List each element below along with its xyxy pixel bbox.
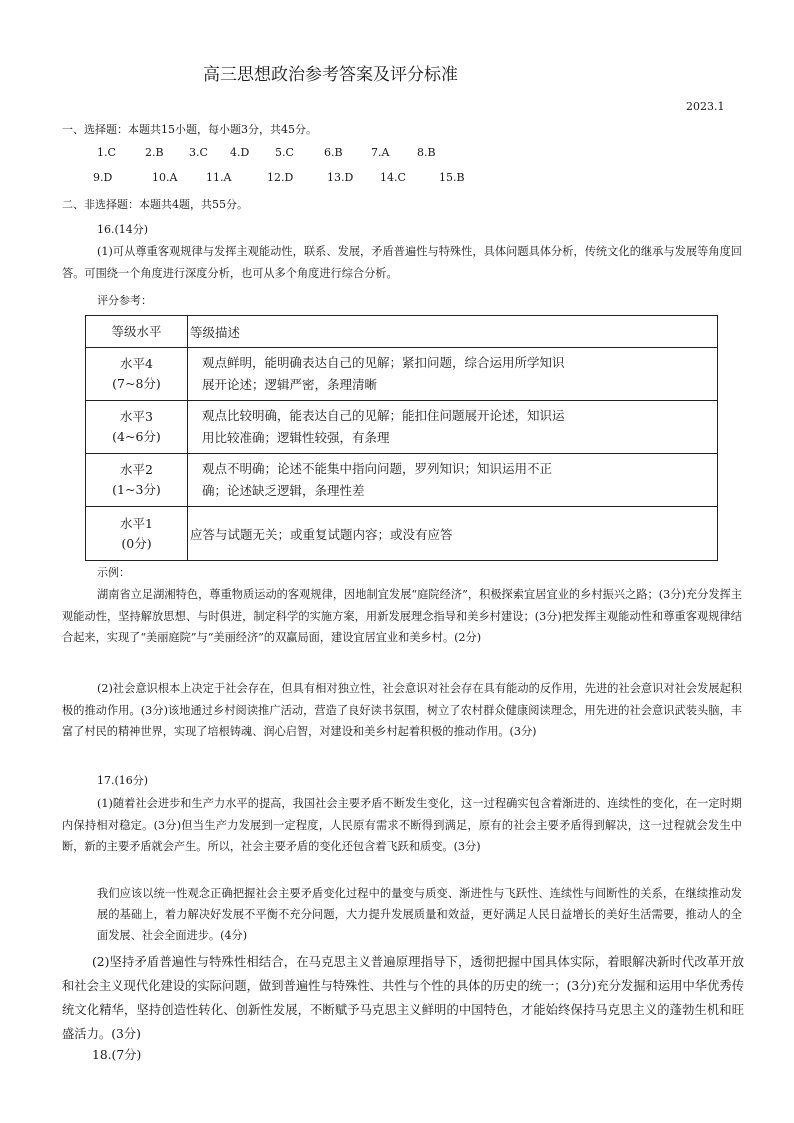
level-cell	[86, 507, 188, 561]
answer-item: 12.D	[267, 171, 294, 184]
table-header-desc: 等级描述	[188, 316, 718, 348]
desc-line: 展开论述；逻辑严密，条理清晰	[202, 377, 378, 392]
answer-item: 10.A	[152, 171, 178, 184]
answer-item: 3.C	[189, 146, 208, 159]
answer-item: 9.D	[93, 171, 113, 184]
level-name: 水平1	[120, 515, 153, 531]
q16-label: 16.(14分)	[97, 223, 149, 236]
table-header-row	[86, 316, 718, 348]
answer-item: 4.D	[230, 146, 250, 159]
level-name: 水平3	[120, 409, 153, 424]
desc-cell	[188, 401, 718, 454]
level-score: (4~6分)	[112, 429, 161, 444]
q16-paragraph-2: (2)社会意识根本上决定于社会存在，但具有相对独立性，社会意识对社会存在具有能动的反作用，先进的社会意识对社会发展起积极的推动作用。(3分)该地通过乡村阅读推广活动，营造了良好读书氛围，树立了农村群众健康阅读理念，用先进的社会意识武装头脑，丰富了村民的精神世界，实现了培根铸魂、润心启智，对建设和美乡村起着积极的推动作用。(3分)	[62, 682, 742, 738]
q16-example: 湖南省立足湖湘特色，尊重物质运动的客观规律，因地制宜发展“庭院经济”，积极探索宜居宜业的乡村振兴之路；(3分)充分发挥主观能动性，坚持解放思想、与时俱进，制定科学的实施方案，用新发展理念指导和美乡村建设；(3分)把发挥主观能动性和尊重客观规律结合起来，实现了“美丽庭院”与“美丽经济”的双赢局面，建设宜居宜业和美乡村。(2分)	[62, 588, 742, 644]
answer-item: 15.B	[439, 171, 465, 184]
answer-item: 11.A	[206, 171, 232, 184]
page-title: 高三思想政治参考答案及评分标准	[203, 65, 458, 85]
grading-label: 评分参考：	[97, 294, 152, 307]
level-name: 水平2	[120, 462, 153, 477]
table-row	[86, 454, 718, 507]
table-row	[86, 507, 718, 561]
q18-label: 18.(7分)	[92, 1048, 142, 1062]
desc-line: 确；论述缺乏逻辑，条理性差	[202, 483, 365, 498]
answer-item: 2.B	[145, 146, 164, 159]
answer-item: 5.C	[275, 146, 294, 159]
desc-cell: 应答与试题无关；或重复试题内容；或没有应答	[188, 507, 718, 561]
section1-heading: 一、选择题：本题共15小题，每小题3分，共45分。	[62, 123, 317, 136]
desc-line: 用比较准确；逻辑性较强，有条理	[202, 430, 390, 445]
level-score: (0分)	[121, 535, 152, 551]
desc-line: 观点不明确；论述不能集中指向问题，罗列知识；知识运用不正	[202, 461, 553, 476]
answer-item: 7.A	[371, 146, 390, 159]
grading-table	[85, 315, 718, 561]
q17-paragraph-1b: 我们应该以统一性观念正确把握社会主要矛盾变化过程中的量变与质变、渐进性与飞跃性、连续性与间断性的关系，在继续推动发展的基础上，着力解决好发展不平衡不充分问题，大力提升发展质量和效益，更好满足人民日益增长的美好生活需要，推动人的全面发展、社会全面进步。(4分)	[97, 887, 742, 942]
q16-paragraph-1: (1)可从尊重客观规律与发挥主观能动性，联系、发展，矛盾普遍性与特殊性，具体问题具体分析，传统文化的继承与发展等角度回答。可围绕一个角度进行深度分析，也可从多个角度进行综合分析。	[62, 245, 742, 280]
desc-cell	[188, 348, 718, 401]
q17-paragraph-2: (2)坚持矛盾普遍性与特殊性相结合，在马克思主义普遍原理指导下，透彻把握中国具体实际，着眼解决新时代改革开放和社会主义现代化建设的实际问题，做到普遍性与特殊性、共性与个性的具体的历史的统一；(3分)充分发掘和运用中华优秀传统文化精华，坚持创造性转化、创新性发展，不断赋予马克思主义鲜明的中国特色，才能始终保持马克思主义的蓬勃生机和旺盛活力。(3分)	[62, 955, 744, 1041]
level-name: 水平4	[120, 356, 153, 371]
answer-item: 8.B	[417, 146, 436, 159]
table-row	[86, 348, 718, 401]
level-cell	[86, 454, 188, 507]
date: 2023.1	[686, 100, 725, 113]
level-cell	[86, 401, 188, 454]
level-score: (7~8分)	[112, 376, 161, 391]
answer-item: 14.C	[380, 171, 406, 184]
example-label: 示例：	[97, 566, 130, 579]
answer-item: 1.C	[97, 146, 116, 159]
q17-paragraph-1: (1)随着社会进步和生产力水平的提高，我国社会主要矛盾不断发生变化，这一过程确实包含着渐进的、连续性的变化，在一定时期内保持相对稳定。(3分)但当生产力发展到一定程度，人民原有需求不断得到满足，原有的社会主要矛盾得到解决，这一过程就会发生中断，新的主要矛盾就会产生。所以，社会主要矛盾的变化还包含着飞跃和质变。(3分)	[62, 797, 742, 853]
q17-label: 17.(16分)	[97, 774, 149, 787]
section2-heading: 二、非选择题：本题共4题，共55分。	[62, 198, 248, 211]
desc-line: 观点鲜明，能明确表达自己的见解；紧扣问题，综合运用所学知识	[202, 355, 565, 370]
table-header-level: 等级水平	[86, 316, 188, 348]
table-row	[86, 401, 718, 454]
desc-cell	[188, 454, 718, 507]
level-cell	[86, 348, 188, 401]
level-score: (1~3分)	[112, 482, 161, 497]
answer-item: 6.B	[324, 146, 343, 159]
answer-item: 13.D	[327, 171, 354, 184]
desc-line: 观点比较明确，能表达自己的见解；能扣住问题展开论述，知识运	[202, 408, 565, 423]
